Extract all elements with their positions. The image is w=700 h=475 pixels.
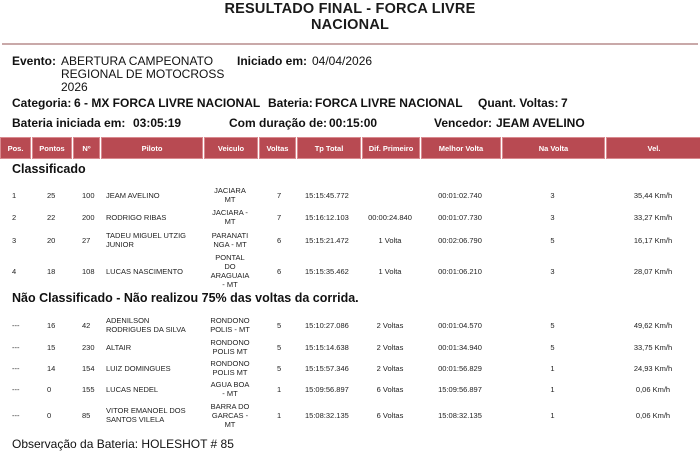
cell-speed: 49,62 Km/h [633,320,673,330]
cell-speed: 24,93 Km/h [633,363,673,373]
cell-pilot [106,314,201,336]
cell-pos: 3 [12,235,17,245]
cell-total-time: 15:15:35.462 [305,266,349,276]
cell-vehicle-line: MT [224,419,236,429]
header-pos: Pos. [0,137,31,159]
cell-number: 42 [82,320,91,330]
duration-value: 00:15:00 [329,116,378,130]
cell-speed: 28,07 Km/h [633,266,673,276]
cell-points: 15 [47,342,56,352]
cell-pilot [106,208,201,226]
cell-laps: 5 [277,363,282,373]
cell-pilot-line: JEAM AVELINO [106,190,160,200]
cell-pilot-text [106,364,171,373]
cell-vehicle [204,379,256,399]
cell-total-time: 15:15:45.772 [305,190,349,200]
cell-pilot [106,186,201,204]
table-row [0,337,700,357]
cell-total-time: 15:15:21.472 [305,235,349,245]
cell-best-lap: 00:01:06.210 [438,266,482,276]
header-laps: Voltas [259,137,296,159]
cell-total-time: 15:09:56.897 [305,384,349,394]
cell-diff-first: 2 Voltas [376,342,404,352]
cell-best-lap: 00:01:56.829 [438,363,482,373]
cell-vehicle-line: - MT [222,280,238,289]
cell-speed: 16,17 Km/h [633,235,673,245]
cell-number: 100 [82,190,95,200]
cell-on-lap: 3 [550,190,555,200]
cell-vehicle-line: GARCAS - [211,410,249,420]
event-line2: REGIONAL DE MOTOCROSS [61,67,225,81]
cell-pos: --- [12,384,20,394]
header-pilot: Piloto [101,137,203,159]
header-total-time: Tp Total [297,137,361,159]
cell-pilot-line: LUCAS NEDEL [106,384,159,394]
cell-diff-first: 6 Voltas [376,410,404,420]
duration-label: Com duração de: [229,116,328,130]
report-title-line1: RESULTADO FINAL - FORCA LIVRE [224,1,476,17]
cell-number: 85 [82,410,91,420]
cell-number: 155 [82,384,95,394]
started-label: Iniciado em: [237,54,308,68]
cell-diff-first: 2 Voltas [376,320,404,330]
cell-pilot [106,358,201,378]
cell-vehicle-line: POLIS - MT [210,325,250,334]
cell-on-lap: 3 [550,212,555,222]
header-points: Pontos [32,137,72,159]
unclassified-heading: Não Classificado - Não realizou 75% das voltas da corrida. [12,291,359,305]
cell-laps: 1 [277,410,282,420]
cell-speed: 33,75 Km/h [633,342,673,352]
cell-pilot-text [106,316,186,334]
cell-on-lap: 1 [550,384,555,394]
cell-vehicle-line: MT [224,195,236,204]
header-number: Nº [73,137,100,159]
cell-total-time: 15:15:57.346 [305,363,349,373]
cell-diff-first: 00:00:24.840 [368,212,412,222]
cell-number: 200 [82,212,95,222]
cell-pos: --- [12,363,20,373]
cell-vehicle-text [211,380,250,398]
cell-pilot-line: VITOR EMANOEL DOS [106,406,186,415]
cell-vehicle-line: DO [224,262,236,271]
cell-pilot-text [106,406,186,424]
header-speed: Vel. [606,137,700,159]
cell-pilot-text [106,267,183,276]
title-divider [2,43,698,45]
cell-vehicle-text [212,208,248,226]
cell-total-time: 15:10:27.086 [305,320,349,330]
cell-laps: 1 [277,384,282,394]
cell-best-lap: 00:02:06.790 [438,235,482,245]
table-row [0,253,700,289]
cell-vehicle-line: JACIARA - [212,208,248,217]
cell-diff-first: 1 Volta [378,235,402,245]
cell-pilot-text [106,231,186,249]
cell-vehicle [204,400,256,430]
heat-value: FORCA LIVRE NACIONAL [315,96,463,110]
table-row [0,379,700,399]
cell-pilot-line: ALTAIR [106,342,132,352]
cell-pilot [106,337,201,357]
cell-laps: 6 [277,235,282,245]
cell-vehicle-line: - MT [222,389,238,398]
report-title-line2: NACIONAL [310,17,390,33]
cell-number: 27 [82,235,91,245]
cell-best-lap: 00:01:07.730 [438,212,482,222]
cell-points: 25 [47,190,56,200]
heat-start-label: Bateria iniciada em: [12,116,126,130]
cell-vehicle [204,253,256,289]
cell-speed: 0,06 Km/h [635,410,671,420]
table-row [0,358,700,378]
cell-speed: 35,44 Km/h [633,190,673,200]
cell-total-time: 15:15:14.638 [305,342,349,352]
cell-total-time: 15:08:32.135 [305,410,349,420]
cell-laps: 5 [277,342,282,352]
cell-vehicle-line: RONDONO [210,359,250,368]
cell-vehicle-line: BARRA DO [210,401,250,411]
cell-vehicle-text [212,231,248,249]
cell-pilot-text [106,343,131,352]
cell-number: 154 [82,363,95,373]
cell-number: 230 [82,342,95,352]
category-label: Categoria: [12,96,72,110]
cell-points: 0 [47,384,52,394]
cell-pilot [106,253,201,289]
cell-pilot-text [106,213,166,222]
cell-pos: --- [12,410,20,420]
cell-best-lap: 00:01:04.570 [438,320,482,330]
cell-pilot-line: SANTOS VILELA [106,415,165,424]
cell-diff-first: 1 Volta [378,266,402,276]
cell-pilot-line: TADEU MIGUEL UTZIG [106,231,187,240]
cell-pos: --- [12,342,20,352]
winner-value: JEAM AVELINO [496,116,585,130]
cell-best-lap: 15:08:32.135 [438,410,482,420]
table-row [0,400,700,430]
cell-vehicle-text [210,338,249,356]
cell-vehicle-line: PARANATI [211,231,249,240]
started-value: 04/04/2026 [312,54,373,68]
cell-pos: --- [12,320,20,330]
cell-on-lap: 1 [550,410,555,420]
cell-diff-first [362,186,418,204]
cell-pilot-line: RODRIGUES DA SILVA [106,325,186,334]
cell-speed: 33,27 Km/h [633,212,673,222]
cell-vehicle-text [211,253,250,289]
heat-start-value: 03:05:19 [133,116,182,130]
cell-on-lap: 5 [550,320,555,330]
heat-observation: Observação da Bateria: HOLESHOT # 85 [12,437,234,451]
cell-pilot-line: JUNIOR [106,240,134,249]
cell-vehicle-line: NGA - MT [213,240,247,249]
cell-diff-first: 6 Voltas [376,384,404,394]
event-line3: 2026 [61,80,88,94]
header-vehicle: Veiculo [204,137,258,159]
cell-pilot-text [106,191,160,200]
cell-vehicle-text [210,359,249,377]
event-label: Evento: [12,54,57,68]
cell-laps: 7 [277,190,282,200]
table-header [0,137,700,159]
cell-best-lap: 00:01:34.940 [438,342,482,352]
laps-label: Quant. Voltas: [478,96,559,110]
cell-vehicle-line: PONTAL [215,253,245,262]
cell-pilot-line: LUCAS NASCIMENTO [106,266,183,276]
table-row [0,229,700,251]
header-on-lap: Na Volta [502,137,605,159]
cell-vehicle-text [210,316,250,334]
cell-laps: 6 [277,266,282,276]
cell-points: 16 [47,320,56,330]
classified-heading: Classificado [12,162,86,176]
cell-laps: 5 [277,320,282,330]
cell-vehicle [204,358,256,378]
cell-vehicle-line: AGUA BOA [210,380,250,389]
cell-vehicle [204,186,256,204]
cell-vehicle-line: RONDONO [210,338,250,347]
cell-vehicle-line: POLIS MT [212,368,248,377]
cell-vehicle-text [211,402,250,429]
cell-pilot [106,379,201,399]
cell-number: 108 [82,266,95,276]
cell-pos: 2 [12,212,17,222]
cell-points: 22 [47,212,56,222]
winner-label: Vencedor: [434,116,493,130]
cell-on-lap: 1 [550,363,555,373]
cell-points: 20 [47,235,56,245]
cell-pilot [106,400,201,430]
table-row [0,208,700,226]
cell-pilot-line: RODRIGO RIBAS [106,212,167,222]
cell-on-lap: 3 [550,266,555,276]
table-row [0,314,700,336]
cell-best-lap: 15:09:56.897 [438,384,482,394]
cell-best-lap: 00:01:02.740 [438,190,482,200]
category-value: 6 - MX FORCA LIVRE NACIONAL [74,96,261,110]
cell-on-lap: 5 [550,235,555,245]
cell-points: 18 [47,266,56,276]
cell-on-lap: 5 [550,342,555,352]
cell-points: 14 [47,363,56,373]
cell-vehicle-line: MT [224,217,236,226]
cell-pos: 1 [12,190,17,200]
cell-vehicle [204,208,256,226]
header-diff-first: Dif. Primeiro [362,137,420,159]
cell-vehicle-line: JACIARA [214,186,246,195]
cell-vehicle [204,337,256,357]
cell-pilot-line: LUIZ DOMINGUES [106,363,171,373]
cell-points: 0 [47,410,52,420]
cell-vehicle-line: RONDONO [210,316,250,325]
event-line1: ABERTURA CAMPEONATO [61,54,214,68]
cell-pilot-line: ADENILSON [106,316,150,325]
cell-speed: 0,06 Km/h [635,384,671,394]
table-row [0,186,700,204]
cell-vehicle-line: POLIS MT [212,347,248,356]
cell-vehicle-text [214,186,246,204]
cell-laps: 7 [277,212,282,222]
header-best-lap: Melhor Volta [421,137,501,159]
heat-label: Bateria: [268,96,313,110]
cell-pilot-text [106,385,158,394]
cell-diff-first: 2 Voltas [376,363,404,373]
laps-value: 7 [561,96,568,110]
cell-vehicle-line: ARAGUAIA [210,271,250,280]
cell-total-time: 15:16:12.103 [305,212,349,222]
cell-vehicle [204,314,256,336]
cell-pos: 4 [12,266,17,276]
cell-vehicle [204,229,256,251]
cell-pilot [106,229,201,251]
